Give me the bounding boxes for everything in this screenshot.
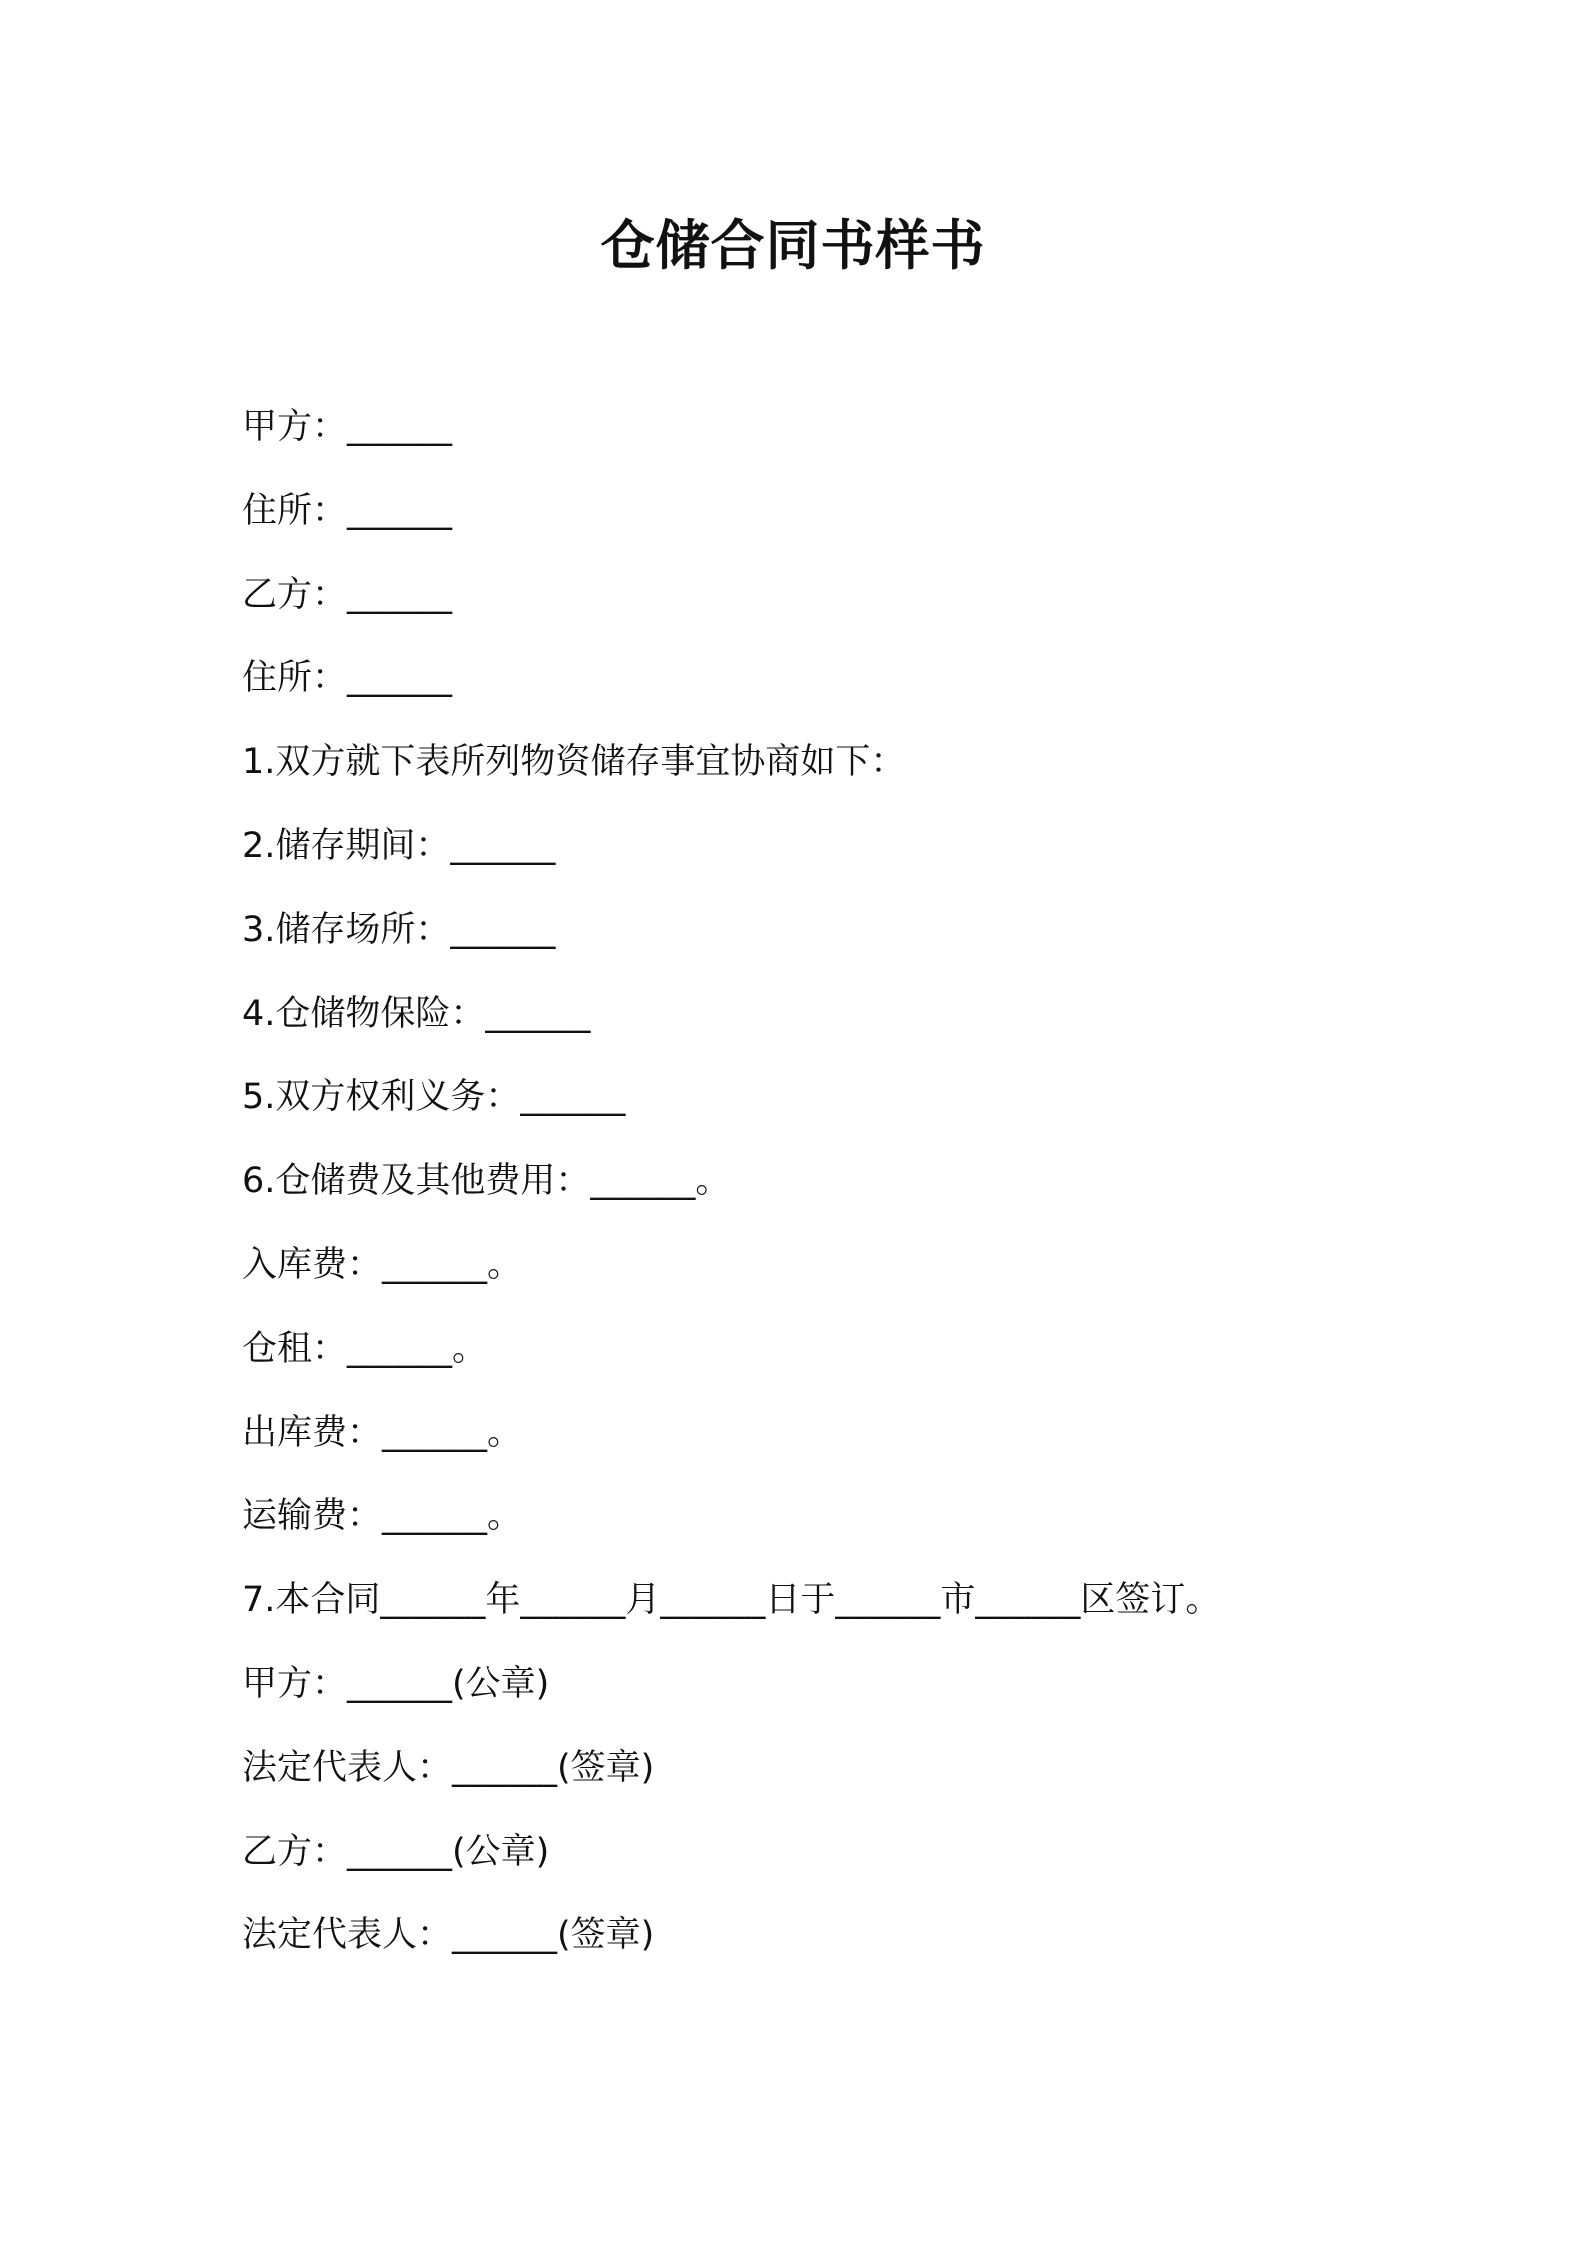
party-b-line: 乙方：______	[242, 574, 453, 615]
clause-4-insurance: 4.仓储物保险：______	[242, 993, 591, 1034]
party-b-address-line: 住所：______	[242, 658, 453, 699]
party-b-representative-line: 法定代表人：______(签章)	[242, 1915, 655, 1956]
party-b-seal-line: 乙方：______(公章)	[242, 1831, 550, 1872]
party-a-line: 甲方：______	[242, 407, 453, 447]
party-a-representative-line: 法定代表人：______(签章)	[242, 1747, 655, 1788]
clause-5-rights-obligations: 5.双方权利义务：______	[242, 1077, 626, 1118]
document-title: 仓储合同书样书	[600, 214, 986, 277]
clause-6-fees: 6.仓储费及其他费用：______。	[242, 1161, 731, 1202]
clause-2-storage-period: 2.储存期间：______	[242, 825, 556, 866]
fee-outbound: 出库费：______。	[242, 1412, 523, 1453]
party-a-address-line: 住所：______	[242, 490, 453, 531]
clause-1: 1.双方就下表所列物资储存事宜协商如下：	[242, 742, 906, 783]
party-a-seal-line: 甲方：______(公章)	[242, 1663, 550, 1704]
clause-3-storage-place: 3.储存场所：______	[242, 909, 556, 950]
fee-rent: 仓租：______。	[242, 1328, 488, 1369]
clause-7-signing: 7.本合同______年______月______日于______市______区签订。	[242, 1580, 1221, 1621]
fee-transport: 运输费：______。	[242, 1496, 523, 1537]
contract-body	[242, 402, 1442, 1994]
fee-inbound: 入库费：______。	[242, 1244, 523, 1285]
